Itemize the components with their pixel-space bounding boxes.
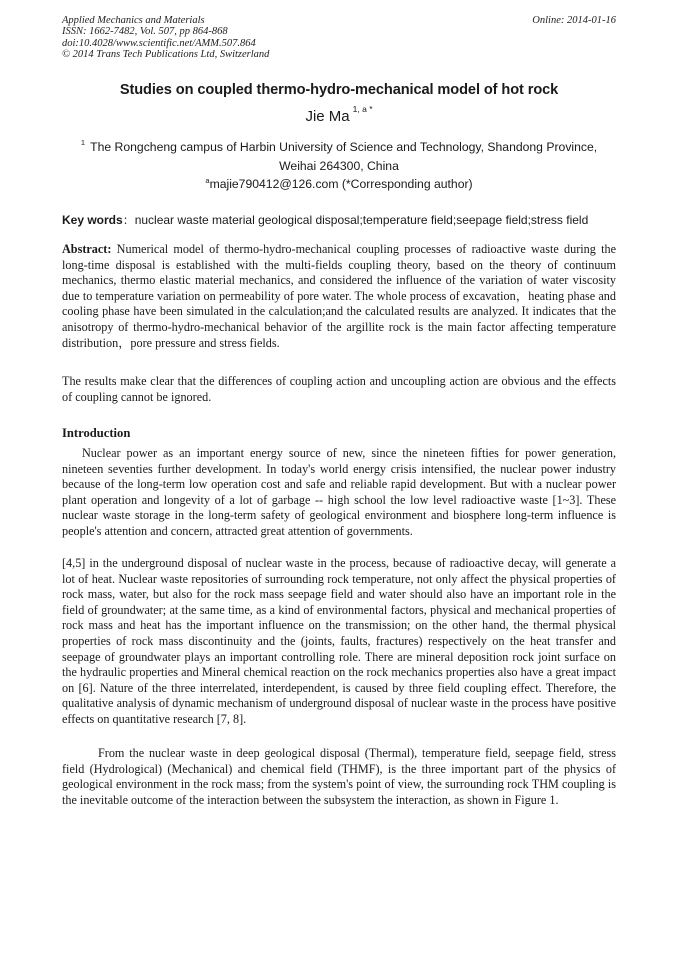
issn-info: ISSN: 1662-7482, Vol. 507, pp 864-868 bbox=[62, 26, 228, 38]
paper-title: Studies on coupled thermo-hydro-mechanical model of hot rock bbox=[119, 82, 559, 98]
intro-paragraph-1 bbox=[62, 446, 616, 540]
section-heading-introduction: Introduction bbox=[62, 426, 131, 440]
affiliation-line-2: Weihai 264300, China bbox=[279, 159, 399, 173]
results-text: The results make clear that the differences of coupling action and uncoupling action are obvious and the effects of coupling cannot be ignored. bbox=[62, 374, 616, 404]
publication-meta bbox=[62, 15, 269, 61]
copyright-info: © 2014 Trans Tech Publications Ltd, Switzerland bbox=[62, 49, 270, 61]
abstract-text: Numerical model of thermo-hydro-mechanical coupling processes of radioactive waste during the long-time disposal is established with the multi-fields coupling theory, based on the theory of continuum mechanics, thermo elastic material mechanics, and considered the influence of the variation of water viscosity due to temperature variation on permeability of pore water. The whole process of excavation，heating phase and cooling phase have been simulated in the calculation;and the calculated results are analyzed. It indicates that the anisotropy of thermo-hydro-mechanical behavior of the argillite rock is the main factor affecting temperature distribution，pore pressure and stress fields. bbox=[62, 242, 616, 350]
keywords-line bbox=[62, 211, 622, 228]
online-date: Online: 2014-01-16 bbox=[532, 15, 616, 26]
email-mark: a bbox=[205, 176, 210, 185]
keywords-text: ：nuclear waste material geological disposal;temperature field;seepage field;stress field bbox=[122, 213, 589, 227]
journal-name: Applied Mechanics and Materials bbox=[62, 15, 205, 26]
email-address: majie790412@126.com (*Corresponding author) bbox=[209, 177, 473, 191]
author-line bbox=[40, 104, 638, 125]
intro-paragraph-3 bbox=[62, 746, 616, 808]
keywords-label: Key words bbox=[62, 213, 123, 227]
affiliation-mark: 1 bbox=[80, 138, 85, 147]
intro-paragraph-2 bbox=[62, 556, 616, 728]
intro-text-1: Nuclear power as an important energy source of new, since the nineteen fifties for power generation, nineteen seventies further development. In today's world energy crisis intensified, the nuclear power industry because of the long-term low operation cost and safe and reliable rapid development. But with a nuclear power plant operation and longevity of a lot of garbage -- high school the low level radioactive waste [1~3]. These nuclear waste storage in the long-term safety of geological environment and biosphere long-term influence is people's attention and concern, attracted great attention of governments. bbox=[62, 446, 616, 538]
doi-info: doi:10.4028/www.scientific.net/AMM.507.864 bbox=[62, 37, 256, 49]
author-name: Jie Ma bbox=[305, 108, 350, 125]
intro-text-3: From the nuclear waste in deep geological disposal (Thermal), temperature field, seepage field, stress field (Hydrological) (Mechanical) and chemical field (THMF), is the three important part of the physics of geological environment in the rock mass; from the system's point of view, the surrounding rock THM coupling is the inevitable outcome of the interaction between the subsystem the interaction, as shown in Figure 1. bbox=[62, 746, 616, 807]
intro-text-2: [4,5] in the underground disposal of nuclear waste in the process, because of radioactive decay, will generate a lot of heat. Nuclear waste repositories of surrounding rock temperature, not only affect the physical properties of rock mass, water, but also for the rock mass seepage field and water should also have an important role in the field of groundwater; at the same time, as a kind of environmental factors, physical and mechanical properties of rock mass and heat has the important influence on the transmission; on the other hand, the thermal physical properties of rock mass discontinuity and the (joints, faults, fractures) respectively on the heat transfer and seepage of groundwater plays an important controlling role. There are mineral deposition rock joint surface on the hydraulic properties and Mineral chemical reaction on the rock mechanics properties also have a great impact on [6]. Nature of the three interrelated, interdependent, is caused by three field coupling effect. Therefore, the qualitative analysis of dynamic mechanism of underground disposal of nuclear waste in the process have positive effects on quantitative research [7, 8]. bbox=[62, 556, 616, 726]
email-line bbox=[62, 176, 616, 191]
affiliation-line-1: The Rongcheng campus of Harbin University of Science and Technology, Shandong Province, bbox=[90, 140, 598, 154]
abstract-paragraph bbox=[62, 242, 616, 351]
affiliation bbox=[62, 133, 616, 176]
results-paragraph bbox=[62, 374, 616, 405]
author-marks: 1, a * bbox=[352, 104, 373, 114]
abstract-label: Abstract: bbox=[62, 242, 112, 256]
